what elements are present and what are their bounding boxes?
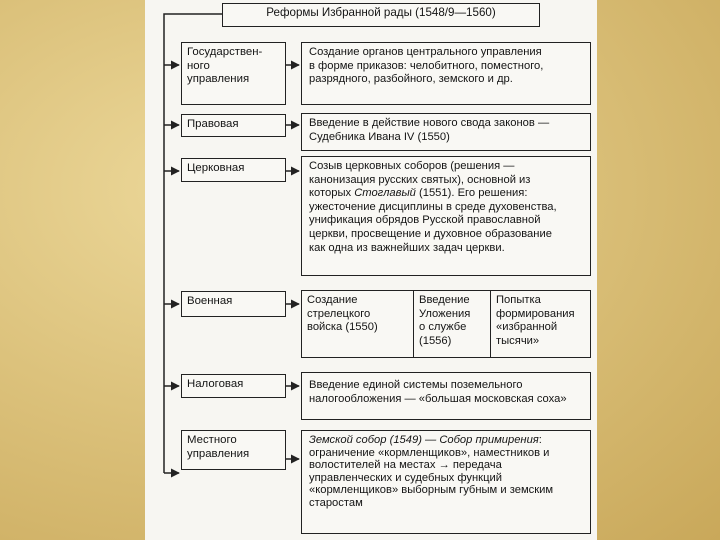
military-streltsy: Создание стрелецкого войска (1550) xyxy=(307,294,378,334)
description-legal: Введение в действие нового свода законов — Судебника Ивана IV (1550) xyxy=(301,113,591,151)
military-chosen-thousand: Попытка формирования «избранной тысячи» xyxy=(490,291,590,357)
category-state-administration: Государствен- ного управления xyxy=(181,42,286,105)
zemsky-sobor-name: Земской собор (1549) — Собор примирения xyxy=(309,434,539,446)
category-tax: Налоговая xyxy=(181,374,286,398)
category-military: Военная xyxy=(181,291,286,317)
category-church: Церковная xyxy=(181,158,286,182)
description-local-administration xyxy=(301,430,591,534)
description-state-administration: Создание органов центрального управления в форме приказов: челобитного, поместного, разрядного, разбойного, земского и др. xyxy=(301,42,591,105)
category-legal: Правовая xyxy=(181,114,286,137)
church-text-start: Созыв церковных соборов (решения — канонизация русских святых), основной из которых xyxy=(309,160,531,200)
description-military xyxy=(301,290,591,358)
local-administration-text: : ограничение «кормленщиков», наместников и волостителей на местах → передача управленческих и судебных функций «кормленщиков» выборным губным и земским старостам xyxy=(309,434,554,509)
stoglav-council-name: Стоглавый xyxy=(354,187,416,200)
category-local-administration: Местного управления xyxy=(181,430,286,470)
diagram-title: Реформы Избранной рады (1548/9—1560) xyxy=(222,3,540,27)
description-tax: Введение единой системы поземельного налогообложения — «большая московская соха» xyxy=(301,372,591,420)
description-church xyxy=(301,156,591,276)
military-service-code: Введение Уложения о службе (1556) xyxy=(413,291,490,357)
church-text-end: (1551). Его решения: ужесточение дисциплины в среде духовенства, унификация обрядов Русской православной церкви, просвещение и духовное образование как одна из важнейших задач церкви. xyxy=(309,187,557,254)
